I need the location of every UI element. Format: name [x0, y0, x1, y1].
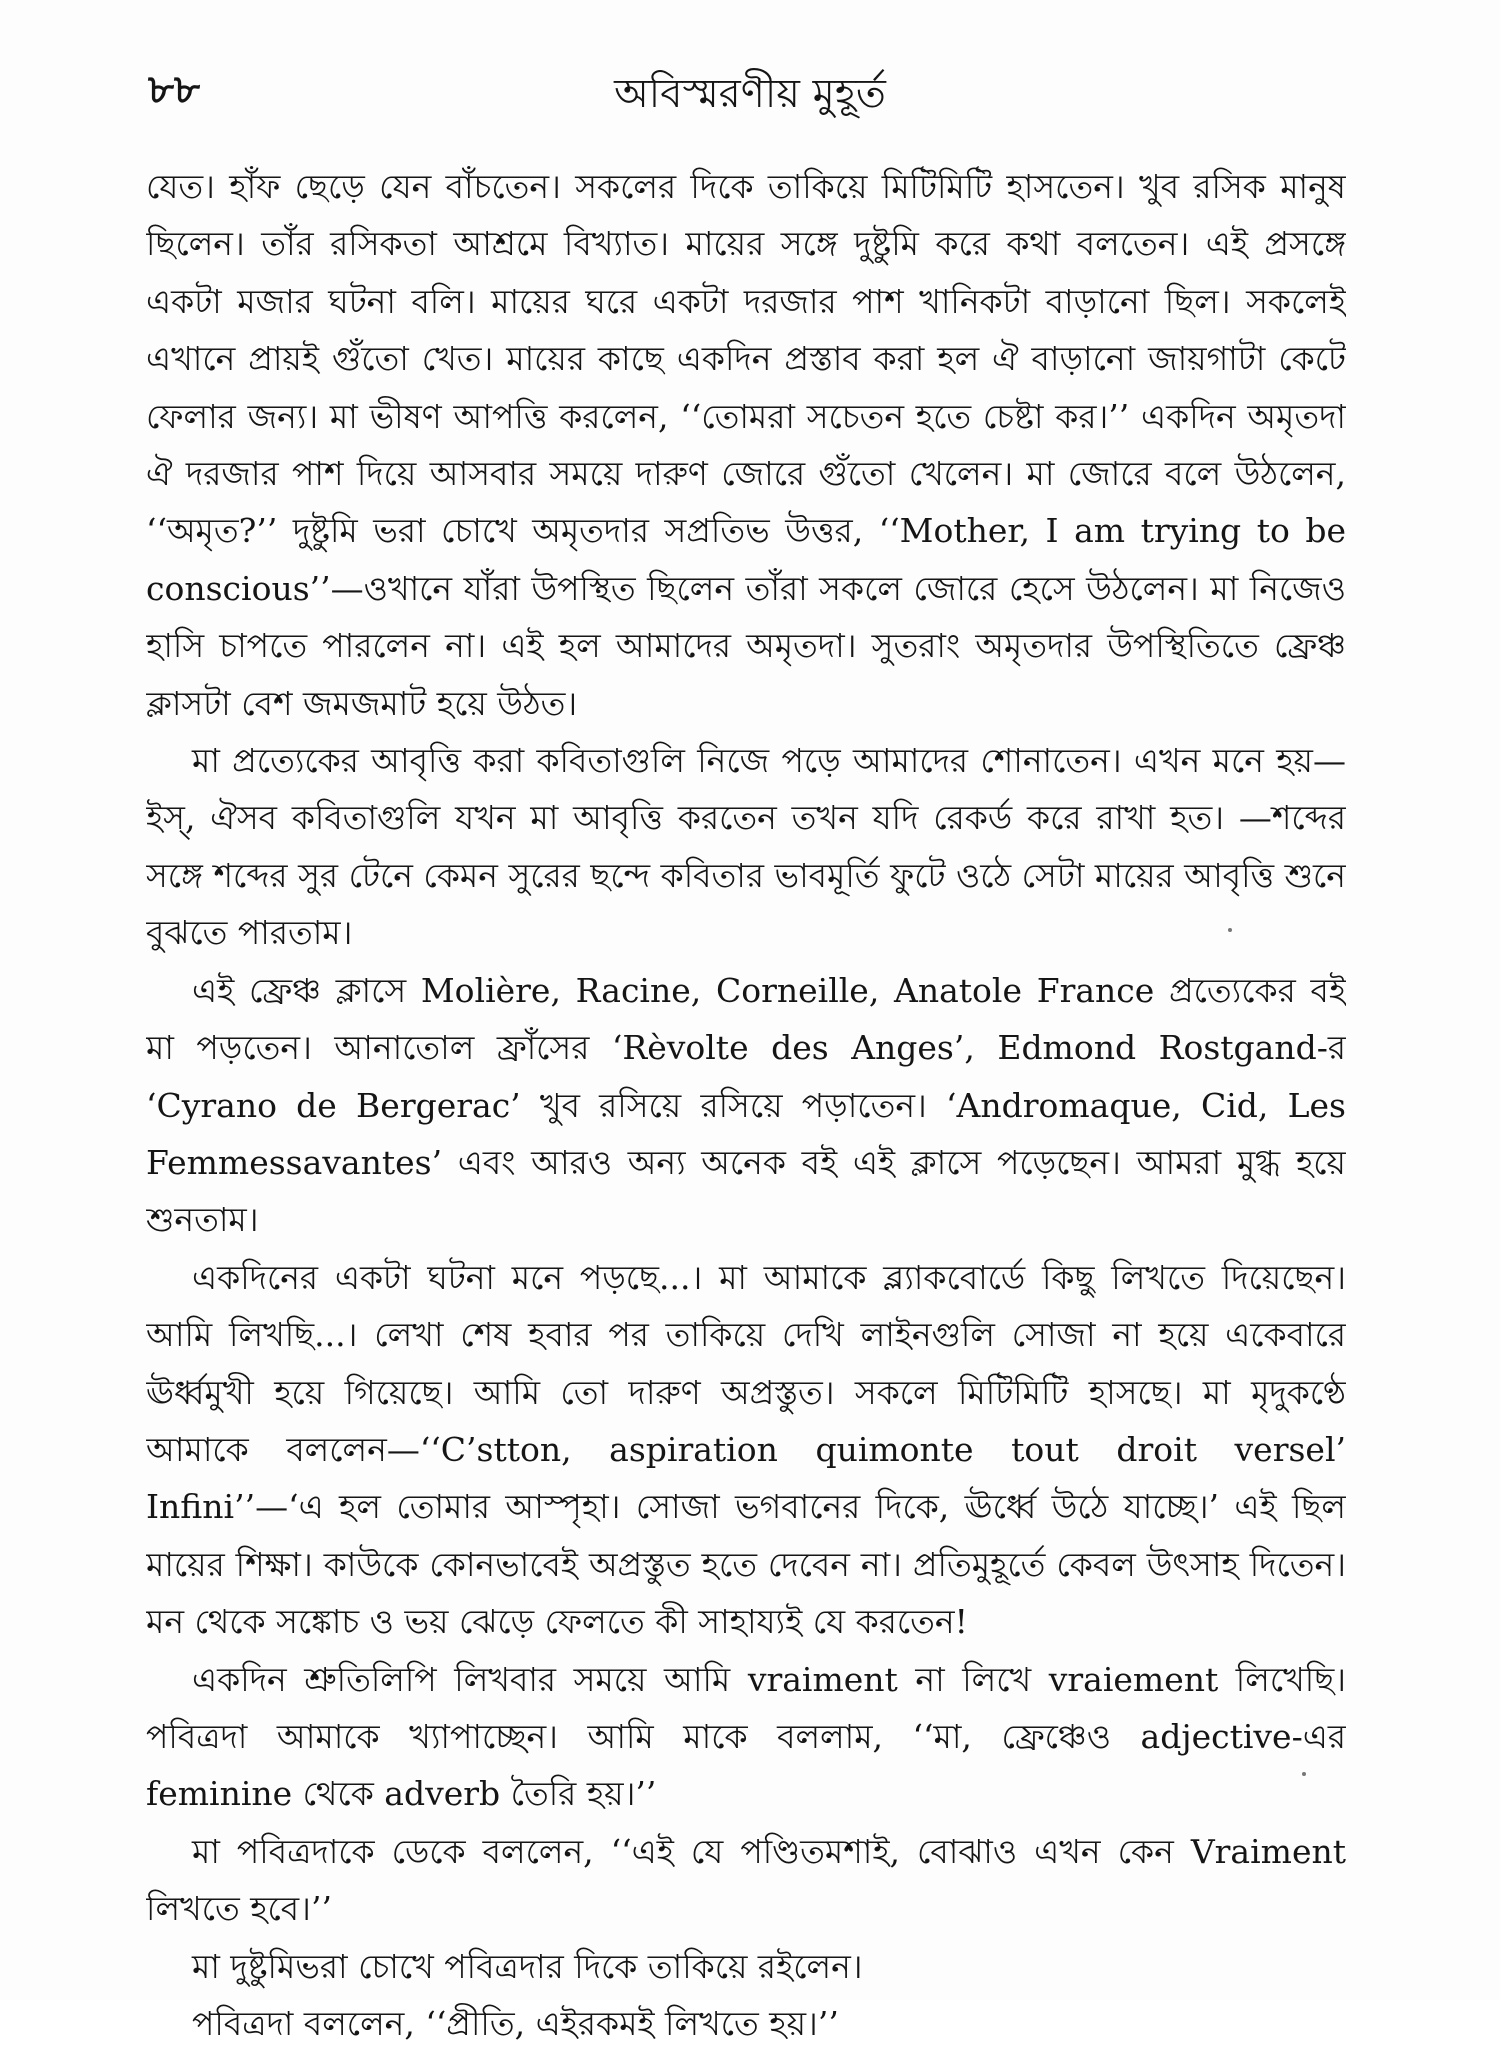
page-number: ৮৮	[148, 66, 200, 113]
paragraph: মা প্রত্যেকের আবৃত্তি করা কবিতাগুলি নিজে পড়ে আমাদের শোনাতেন। এখন মনে হয়—ইস্, ঐসব কবিতাগুলি যখন মা আবৃত্তি করতেন তখন যদি রেকর্ড করে রাখা হত। —শব্দের সঙ্গে শব্দের সুর টেনে কেমন সুরের ছন্দে কবিতার ভাবমূর্তি ফুটে ওঠে সেটা মায়ের আবৃত্তি শুনে বুঝতে পারতাম।	[146, 741, 1346, 953]
paragraph: একদিনের একটা ঘটনা মনে পড়ছে...। মা আমাকে ব্ল্যাকবোর্ডে কিছু লিখতে দিয়েছেন। আমি লিখছি...। লেখা শেষ হবার পর তাকিয়ে দেখি লাইনগুলি সোজা না হয়ে একেবারে ঊর্ধ্বমুখী হয়ে গিয়েছে। আমি তো দারুণ অপ্রস্তুত। সকলে মিটিমিটি হাসছে। মা মৃদুকণ্ঠে আমাকে বললেন—‘‘C’stton, aspiration quimonte tout droit versel’ Infini’’—‘এ হল তোমার আস্পৃহা। সোজা ভগবানের দিকে, ঊর্ধ্বে উঠে যাচ্ছে।’ এই ছিল মায়ের শিক্ষা। কাউকে কোনভাবেই অপ্রস্তুত হতে দেবেন না। প্রতিমুহূর্তে কেবল উৎসাহ দিতেন। মন থেকে সঙ্কোচ ও ভয় ঝেড়ে ফেলতে কী সাহায্যই যে করতেন!	[146, 1257, 1346, 1642]
paragraph: মা পবিত্রদাকে ডেকে বললেন, ‘‘এই যে পণ্ডিতমশাই, বোঝাও এখন কেন Vraiment লিখতে হবে।’’	[146, 1831, 1346, 1929]
running-title: অবিস্মরণীয় মুহূর্ত	[614, 71, 886, 117]
paragraph: এই ফ্রেঞ্চ ক্লাসে Molière, Racine, Corneille, Anatole France প্রত্যেকের বই মা পড়তেন। আনাতোল ফ্রাঁসের ‘Rèvolte des Anges’, Edmond Rostgand-র ‘Cyrano de Bergerac’ খুব রসিয়ে রসিয়ে পড়াতেন। ‘Andromaque, Cid, Les Femmessavantes’ এবং আরও অন্য অনেক বই এই ক্লাসে পড়েছেন। আমরা মুগ্ধ হয়ে শুনতাম।	[146, 970, 1346, 1240]
print-speck	[1302, 1772, 1306, 1776]
paragraph: একদিন শ্রুতিলিপি লিখবার সময়ে আমি vraiment না লিখে vraiement লিখেছি। পবিত্রদা আমাকে খ্যাপাচ্ছেন। আমি মাকে বললাম, ‘‘মা, ফ্রেঞ্চেও adjective-এর feminine থেকে adverb তৈরি হয়।’’	[146, 1659, 1346, 1814]
paragraph: মা দুষ্টুমিভরা চোখে পবিত্রদার দিকে তাকিয়ে রইলেন।	[192, 1946, 863, 1986]
paragraph: যেত। হাঁফ ছেড়ে যেন বাঁচতেন। সকলের দিকে তাকিয়ে মিটিমিটি হাসতেন। খুব রসিক মানুষ ছিলেন। তাঁর রসিকতা আশ্রমে বিখ্যাত। মায়ের সঙ্গে দুষ্টুমি করে কথা বলতেন। এই প্রসঙ্গে একটা মজার ঘটনা বলি। মায়ের ঘরে একটা দরজার পাশ খানিকটা বাড়ানো ছিল। সকলেই এখানে প্রায়ই গুঁতো খেত। মায়ের কাছে একদিন প্রস্তাব করা হল ঐ বাড়ানো জায়গাটা কেটে ফেলার জন্য। মা ভীষণ আপত্তি করলেন, ‘‘তোমরা সচেতন হতে চেষ্টা কর।’’ একদিন অমৃতদা ঐ দরজার পাশ দিয়ে আসবার সময়ে দারুণ জোরে গুঁতো খেলেন। মা জোরে বলে উঠলেন, ‘‘অমৃত?’’ দুষ্টুমি ভরা চোখে অমৃতদার সপ্রতিভ উত্তর, ‘‘Mother, I am trying to be conscious’’—ওখানে যাঁরা উপস্থিত ছিলেন তাঁরা সকলে জোরে হেসে উঠলেন। মা নিজেও হাসি চাপতে পারলেন না। এই হল আমাদের অমৃতদা। সুতরাং অমৃতদার উপস্থিতিতে ফ্রেঞ্চ ক্লাসটা বেশ জমজমাট হয়ে উঠত।	[146, 167, 1346, 723]
paragraph: পবিত্রদা বললেন, ‘‘প্রীতি, এইরকমই লিখতে হয়।’’	[192, 2004, 839, 2043]
print-speck	[1228, 928, 1232, 932]
body-text	[146, 158, 1346, 2052]
